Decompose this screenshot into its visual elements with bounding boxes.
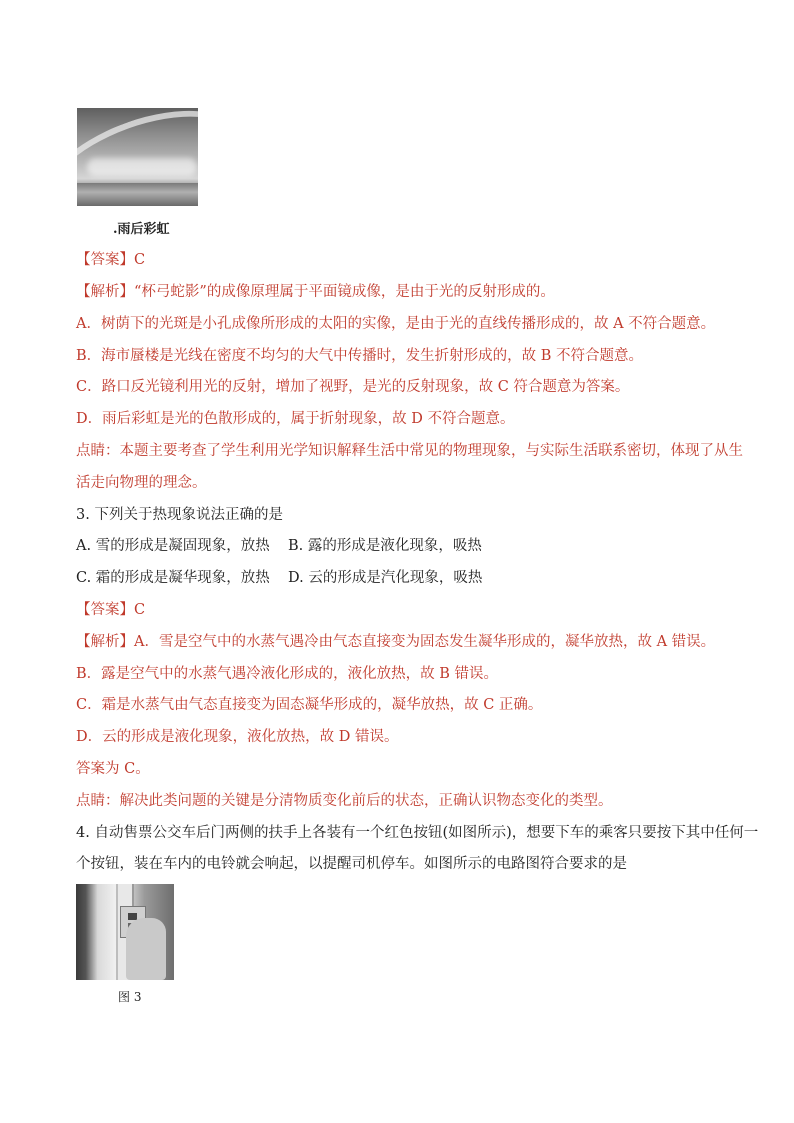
- cloud-shape: [87, 158, 197, 176]
- answer-tag: 【答案】: [76, 252, 134, 268]
- q2-answer-line: [76, 250, 145, 270]
- q3-answer-line: [76, 600, 145, 620]
- q3-option-b: B. 露的形成是液化现象，吸热: [288, 538, 482, 554]
- q2-comment-line2: 活走向物理的理念。: [76, 475, 207, 491]
- q3-options-row1: [76, 536, 482, 556]
- q3-explain-b: B．露是空气中的水蒸气遇冷液化形成的，液化放热，故 B 错误。: [76, 666, 499, 682]
- analysis-text: A．雪是空气中的水蒸气遇冷由气态直接变为固态发生凝华形成的，凝华放热，故 A 错误。: [134, 634, 716, 650]
- q3-comment: 点睛：解决此类问题的关键是分清物质变化前后的状态，正确认识物态变化的类型。: [76, 793, 613, 809]
- q4-question-line2: 个按钮，装在车内的电铃就会响起，以提醒司机停车。如图所示的电路图符合要求的是: [76, 856, 627, 872]
- rainbow-caption: .雨后彩虹: [113, 222, 170, 237]
- q2-explain-a: A．树荫下的光斑是小孔成像所形成的太阳的实像，是由于光的直线传播形成的，故 A 不符合题意。: [76, 316, 716, 332]
- answer-tag: 【答案】: [76, 602, 134, 618]
- analysis-text: “杯弓蛇影”的成像原理属于平面镜成像，是由于光的反射形成的。: [134, 284, 555, 300]
- q2-comment-line1: 点睛：本题主要考查了学生利用光学知识解释生活中常见的物理现象，与实际生活联系密切，体现了从生: [76, 443, 743, 459]
- q2-explain-b: B．海市蜃楼是光线在密度不均匀的大气中传播时，发生折射形成的，故 B 不符合题意。: [76, 348, 644, 364]
- answer-value: C: [134, 602, 146, 618]
- q3-option-a: A. 雪的形成是凝固现象，放热: [76, 538, 270, 554]
- q3-explain-c: C．霜是水蒸气由气态直接变为固态凝华形成的，凝华放热，故 C 正确。: [76, 697, 543, 713]
- q3-analysis-line: [76, 632, 715, 652]
- answer-value: C: [134, 252, 146, 268]
- q3-question: 3. 下列关于热现象说法正确的是: [76, 507, 283, 523]
- q3-explain-d: D．云的形成是液化现象，液化放热，故 D 错误。: [76, 729, 399, 745]
- analysis-tag: 【解析】: [76, 634, 134, 650]
- q4-question-line1: 4. 自动售票公交车后门两侧的扶手上各装有一个红色按钮(如图所示)，想要下车的乘客只要按下其中任何一: [76, 825, 759, 841]
- figure-caption: 图 3: [118, 990, 142, 1004]
- q3-options-row2: [76, 568, 482, 588]
- analysis-tag: 【解析】: [76, 284, 134, 300]
- rainbow-photo: [77, 108, 198, 206]
- q3-final-answer: 答案为 C。: [76, 761, 150, 777]
- q2-explain-d: D．雨后彩虹是光的色散形成的，属于折射现象，故 D 不符合题意。: [76, 411, 515, 427]
- hand-shape: [126, 918, 166, 980]
- ground-strip: [77, 183, 198, 206]
- q2-analysis-line: [76, 282, 555, 302]
- q2-explain-c: C．路口反光镜利用光的反射，增加了视野，是光的反射现象，故 C 符合题意为答案。: [76, 379, 630, 395]
- q3-option-c: C. 霜的形成是凝华现象，放热: [76, 570, 270, 586]
- q3-option-d: D. 云的形成是汽化现象，吸热: [288, 570, 483, 586]
- bus-button-photo: [76, 884, 174, 980]
